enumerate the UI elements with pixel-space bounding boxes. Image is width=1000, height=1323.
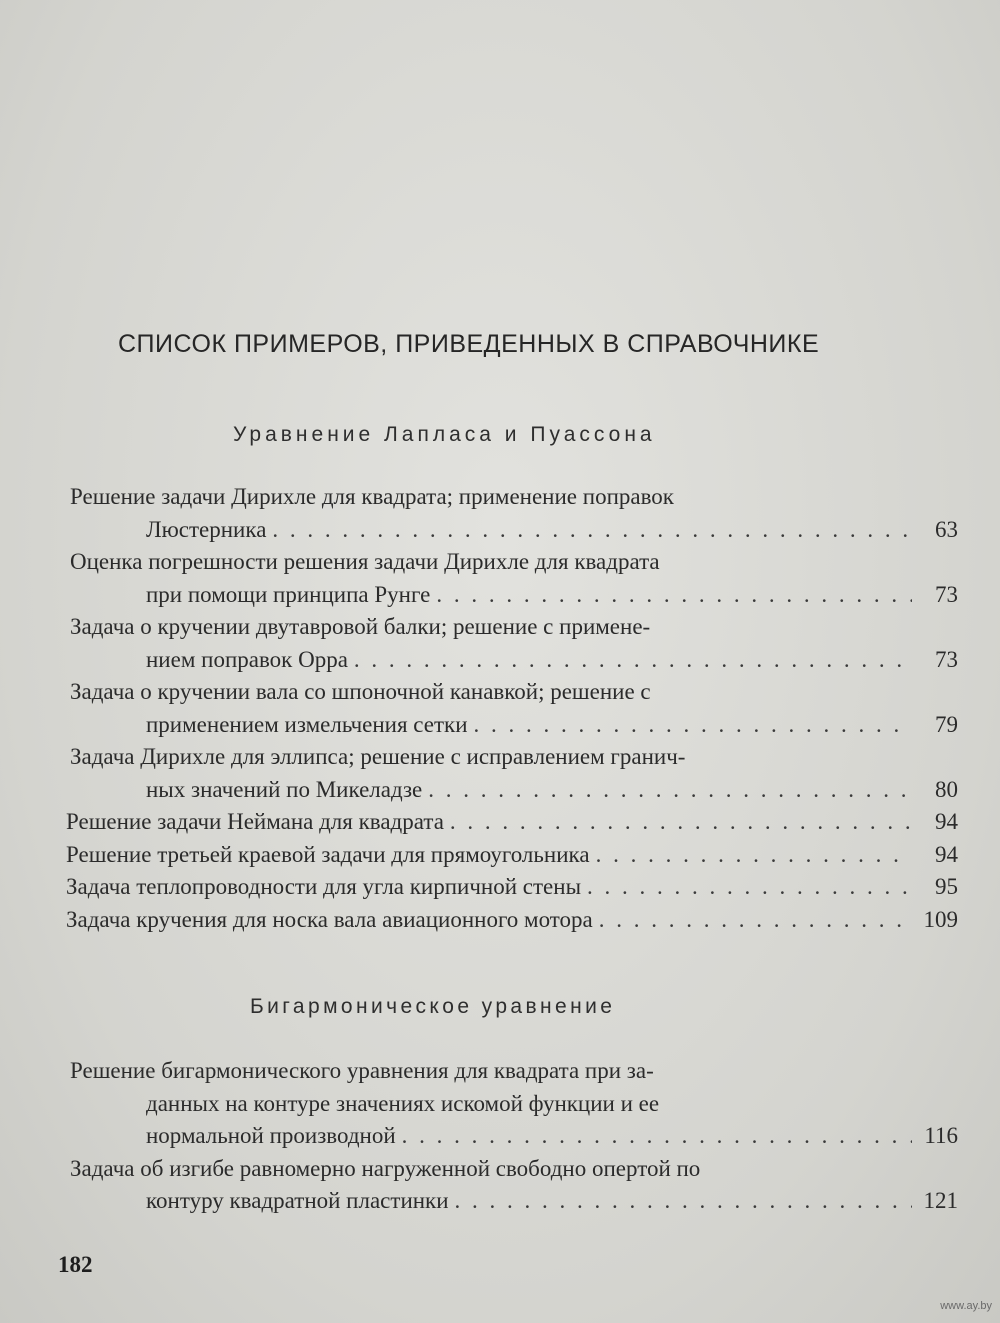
entry-line — [58, 644, 958, 677]
entry-text: Задача Дирихле для эллипса; решение с исправлением гранич- — [70, 744, 686, 769]
dot-leader — [428, 774, 912, 807]
entry-text: Решение третьей краевой задачи для прямоугольника — [66, 841, 590, 867]
list-item — [58, 1055, 958, 1153]
entry-line — [58, 709, 958, 742]
dot-leader — [474, 709, 912, 742]
list-item — [58, 741, 958, 806]
entry-page-number: 73 — [935, 646, 958, 672]
dot-leader — [272, 514, 912, 547]
entry-line — [58, 514, 958, 547]
entry-line — [58, 774, 958, 807]
entry-text: нием поправок Орра — [146, 646, 348, 672]
dot-leader — [599, 904, 912, 937]
entry-line — [58, 676, 908, 709]
dot-leader — [450, 806, 912, 839]
page-title: СПИСОК ПРИМЕРОВ, ПРИВЕДЕННЫХ В СПРАВОЧНИКЕ — [118, 330, 820, 358]
entry-page-number: 95 — [935, 874, 958, 899]
entry-text: Решение задачи Неймана для квадрата — [66, 809, 444, 834]
entry-line — [58, 611, 908, 644]
entry-line — [58, 546, 908, 579]
entry-text: нормальной производной — [146, 1123, 396, 1148]
entry-line — [58, 904, 958, 937]
entry-page-number: 63 — [935, 516, 958, 542]
entry-line — [58, 741, 908, 774]
list-item — [58, 904, 958, 937]
entry-text: Задача о кручении вала со шпоночной канавкой; решение с — [70, 679, 651, 704]
entry-page-number: 94 — [935, 809, 958, 834]
entry-page-number: 80 — [935, 776, 958, 802]
list-item — [58, 546, 958, 611]
entry-text: при помощи принципа Рунге — [146, 581, 431, 607]
dot-leader — [402, 1120, 912, 1153]
dot-leader — [455, 1185, 912, 1218]
entry-text: Решение бигармонического уравнения для квадрата при за- — [70, 1058, 654, 1083]
watermark: www.ay.by — [940, 1300, 992, 1312]
list-item — [58, 871, 958, 904]
entry-line — [58, 1153, 908, 1186]
entry-text: Решение задачи Дирихле для квадрата; применение поправок — [70, 484, 674, 509]
section-heading-biharmonic: Бигармоническое уравнение — [250, 995, 616, 1018]
list-item — [58, 806, 958, 839]
entry-text: данных на контуре значениях искомой функции и ее — [146, 1090, 660, 1116]
entry-list-biharmonic — [58, 1055, 958, 1218]
section-heading-laplace: Уравнение Лапласа и Пуассона — [233, 423, 656, 446]
entry-text: Задача об изгибе равномерно нагруженной свободно опертой по — [70, 1155, 701, 1181]
entry-text: Задача теплопроводности для угла кирпичной стены — [66, 874, 582, 899]
entry-page-number: 116 — [924, 1123, 958, 1148]
entry-page-number: 94 — [935, 841, 958, 867]
entry-page-number: 79 — [935, 711, 958, 737]
entry-line — [58, 1088, 958, 1121]
entry-line — [58, 1055, 908, 1088]
entry-text: Оценка погрешности решения задачи Дирихле для квадрата — [70, 549, 660, 574]
list-item — [58, 676, 958, 741]
entry-line — [58, 806, 958, 839]
entry-line — [58, 839, 958, 872]
entry-line — [58, 481, 908, 514]
entry-page-number: 121 — [923, 1188, 958, 1213]
entry-page-number: 109 — [923, 906, 958, 932]
list-item — [58, 1153, 958, 1218]
list-item — [58, 839, 958, 872]
entry-line — [58, 579, 958, 612]
entry-line — [58, 1185, 958, 1218]
entry-line — [58, 871, 958, 904]
entry-text: Люстерника — [146, 516, 267, 542]
entry-text: применением измельчения сетки — [146, 711, 468, 737]
entry-text: контуру квадратной пластинки — [146, 1188, 449, 1213]
entry-text: ных значений по Микеладзе — [146, 776, 423, 802]
dot-leader — [596, 839, 912, 872]
dot-leader — [436, 579, 912, 612]
entry-text: Задача кручения для носка вала авиационного мотора — [66, 906, 593, 932]
page-number: 182 — [58, 1252, 93, 1277]
entry-page-number: 73 — [935, 581, 958, 607]
dot-leader — [587, 871, 912, 904]
entry-list-laplace — [58, 481, 958, 936]
dot-leader — [354, 644, 912, 677]
entry-line — [58, 1120, 958, 1153]
list-item — [58, 481, 958, 546]
entry-text: Задача о кручении двутавровой балки; решение с примене- — [70, 614, 651, 639]
list-item — [58, 611, 958, 676]
